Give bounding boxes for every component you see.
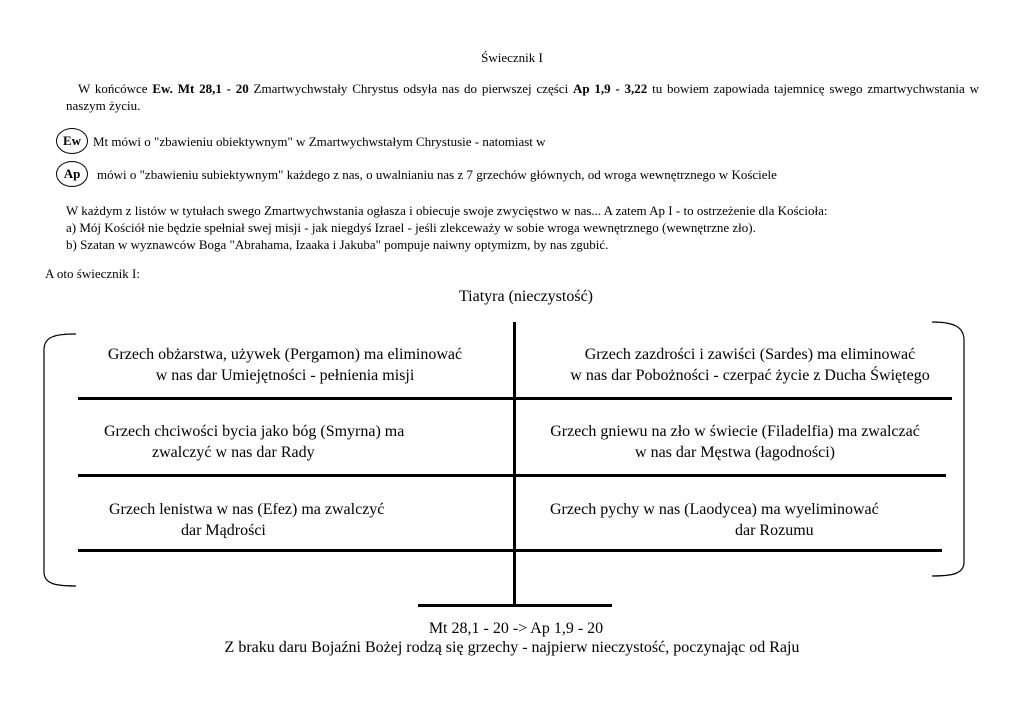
cell-filadelfia-line-1: Grzech gniewu na zło w świecie (Filadelfia) ma zwalczać [550, 423, 920, 440]
candlestick-base [418, 604, 612, 607]
intro-text-1: W końcówce [78, 81, 153, 96]
ew-circle-badge: Ew [56, 128, 88, 154]
ew-statement: Mt mówi o "zbawieniu obiektywnym" w Zmartwychwstałym Chrystusie - natomiast w [93, 134, 546, 149]
candlestick-base-label: Mt 28,1 - 20 -> Ap 1,9 - 20 [428, 620, 604, 637]
intro-ref-ap: Ap 1,9 - 3,22 [572, 81, 648, 96]
branch-line-1 [78, 397, 952, 400]
intro-text-2: Zmartwychwstały Chrystus odsyła nas do pierwszej części [248, 81, 573, 96]
cell-pergamon-line-2: w nas dar Umiejętności - pełnienia misji [155, 367, 415, 384]
letters-line-1: W każdym z listów w tytułach swego Zmartwychwstania ogłasza i obiecuje swoje zwycięstwo w nas... A zatem Ap I - to ostrzeżenie dla Kościoła: [66, 203, 828, 218]
cell-pergamon-line-1: Grzech obżarstwa, używek (Pergamon) ma eliminować [107, 346, 463, 363]
cell-smyrna-line-1: Grzech chciwości bycia jako bóg (Smyrna) ma [104, 423, 405, 440]
candlestick-bottom-caption: Z braku daru Bojaźni Bożej rodzą się grzechy - najpierw nieczystość, poczynając od Raju [224, 639, 800, 656]
cell-smyrna-line-2: zwalczyć w nas dar Rady [152, 444, 315, 461]
cell-efez-line-2: dar Mądrości [181, 522, 266, 539]
letters-line-3: b) Szatan w wyznawców Boga "Abrahama, Izaaka i Jakuba" pompuje naiwny optymizm, by nas zgubić. [66, 237, 609, 252]
cell-laodycea-line-2: dar Rozumu [735, 522, 814, 539]
branch-line-3 [78, 549, 942, 552]
intro-ref-ew: Ew. Mt 28,1 - 20 [152, 81, 249, 96]
ap-statement: mówi o "zbawieniu subiektywnym" każdego z nas, o uwalnianiu nas z 7 grzechów głównych, od wroga wewnętrznego w Kościele [97, 167, 777, 182]
cell-sardes [530, 344, 970, 386]
cell-sardes-line-1: Grzech zazdrości i zawiści (Sardes) ma eliminować [584, 346, 916, 363]
cell-sardes-line-2: w nas dar Pobożności - czerpać życie z Ducha Świętego [570, 367, 930, 384]
candlestick-intro: A oto świecznik I: [45, 266, 140, 281]
candlestick-stem [513, 322, 516, 606]
page-title: Świecznik I [481, 50, 543, 65]
cell-pergamon [70, 344, 500, 386]
ap-circle-badge: Ap [56, 161, 88, 187]
cell-laodycea-line-1: Grzech pychy w nas (Laodycea) ma wyeliminować [550, 501, 879, 518]
intro-text-3: tu bowiem zapowiada tajemnicę swego zmartwychwstania w naszym życiu. [66, 81, 979, 113]
cell-filadelfia-line-2: w nas dar Męstwa (łagodności) [635, 444, 835, 461]
cell-filadelfia [520, 421, 950, 463]
branch-line-2 [78, 474, 946, 477]
letters-line-2: a) Mój Kościół nie będzie spełniał swej misji - jak niegdyś Izrael - jeśli zlekceważy w sobie wroga wewnętrznego (wewnętrzne zło). [66, 220, 756, 235]
cell-efez-line-1: Grzech lenistwa w nas (Efez) ma zwalczyć [109, 501, 385, 518]
candlestick-top-label: Tiatyra (nieczystość) [458, 288, 594, 305]
